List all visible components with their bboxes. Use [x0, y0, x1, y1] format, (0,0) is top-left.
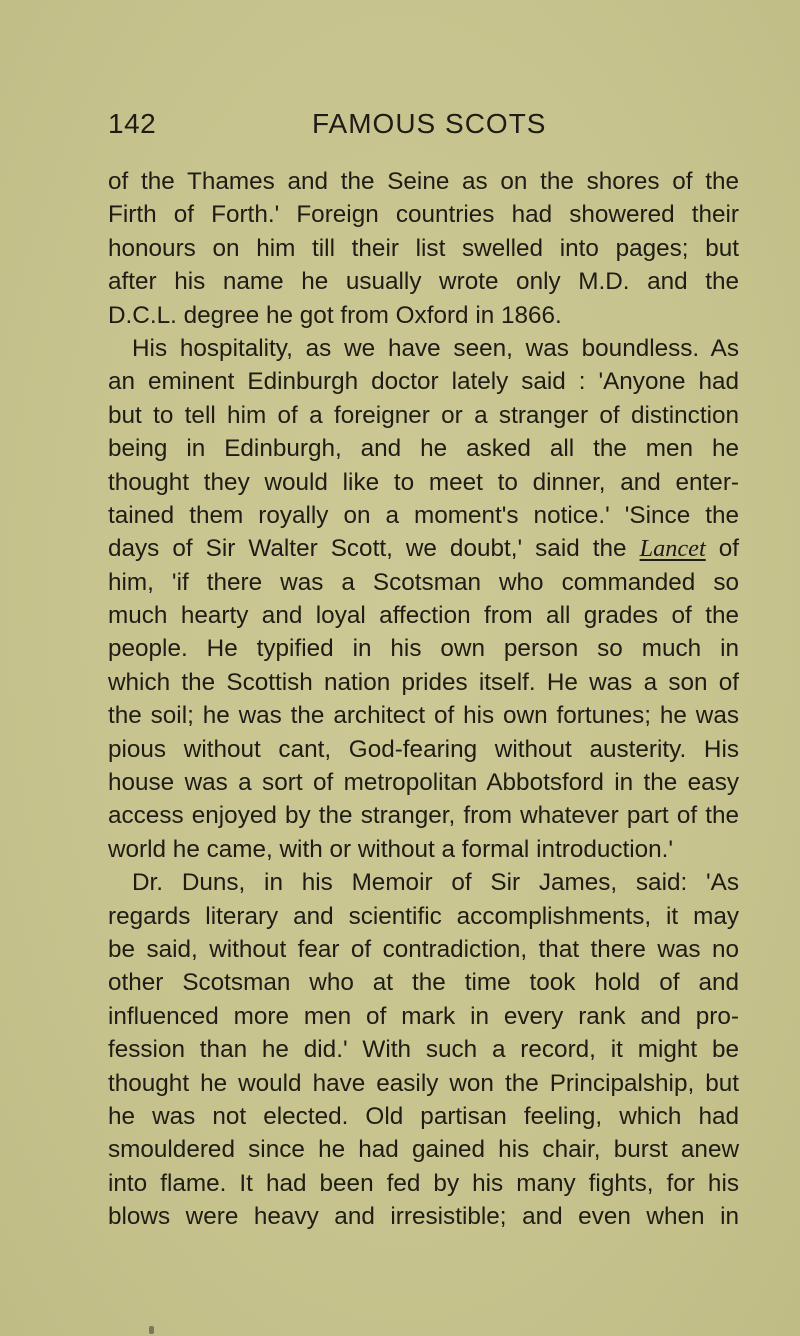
page-header: [108, 104, 718, 144]
text-line: honours on him till their list swelled into pages; but: [108, 234, 739, 262]
text-line: D.C.L. degree he got from Oxford in 1866.: [108, 301, 562, 329]
text-line: regards literary and scientific accomplishments, it may: [108, 902, 739, 930]
paragraph-start-line: Dr. Duns, in his Memoir of Sir James, said: 'As: [132, 869, 739, 897]
text-line: but to tell him of a foreigner or a stranger of distinction: [108, 401, 739, 429]
text-segment: of: [705, 535, 740, 563]
text-line: after his name he usually wrote only M.D. and the: [108, 268, 739, 296]
text-line: him, 'if there was a Scotsman who commanded so: [108, 568, 739, 596]
italic-title-lancet: Lancet: [639, 535, 706, 563]
text-line: into flame. It had been fed by his many fights, for his: [108, 1169, 739, 1197]
paragraph-start-line: His hospitality, as we have seen, was boundless. As: [132, 334, 739, 362]
text-line: access enjoyed by the stranger, from whatever part of the: [108, 802, 739, 830]
text-line: which the Scottish nation prides itself. He was a son of: [108, 668, 739, 696]
text-line: an eminent Edinburgh doctor lately said : 'Anyone had: [108, 368, 739, 396]
text-line: thought they would like to meet to dinner, and enter-: [108, 468, 739, 496]
text-line: influenced more men of mark in every rank and pro-: [108, 1002, 739, 1030]
text-line: Firth of Forth.' Foreign countries had showered their: [108, 201, 739, 229]
text-segment: days of Sir Walter Scott, we doubt,' said the: [108, 535, 640, 563]
text-line: smouldered since he had gained his chair, burst anew: [108, 1136, 739, 1164]
text-line: of the Thames and the Seine as on the shores of the: [108, 168, 739, 195]
running-head: FAMOUS SCOTS: [312, 108, 547, 139]
text-line: blows were heavy and irresistible; and even when in: [108, 1203, 739, 1231]
text-line: much hearty and loyal affection from all grades of the: [108, 602, 739, 630]
text-line: [108, 532, 739, 565]
paper-speck: [149, 1326, 154, 1334]
text-line: pious without cant, God-fearing without austerity. His: [108, 735, 739, 763]
text-line: tained them royally on a moment's notice.' 'Since the: [108, 501, 739, 529]
text-line: the soil; he was the architect of his own fortunes; he was: [108, 702, 739, 730]
text-line: be said, without fear of contradiction, that there was no: [108, 935, 739, 963]
text-line: world he came, with or without a formal introduction.': [108, 835, 674, 863]
text-line: other Scotsman who at the time took hold of and: [108, 969, 739, 997]
text-line: he was not elected. Old partisan feeling, which had: [108, 1102, 739, 1130]
text-line: being in Edinburgh, and he asked all the men he: [108, 435, 739, 463]
text-line: thought he would have easily won the Principalship, but: [108, 1069, 739, 1097]
body-text: [108, 165, 739, 1234]
text-line: people. He typified in his own person so much in: [108, 635, 739, 663]
text-line: house was a sort of metropolitan Abbotsford in the easy: [108, 769, 739, 797]
text-line: fession than he did.' With such a record, it might be: [108, 1036, 739, 1064]
page-number: 142: [108, 108, 157, 139]
